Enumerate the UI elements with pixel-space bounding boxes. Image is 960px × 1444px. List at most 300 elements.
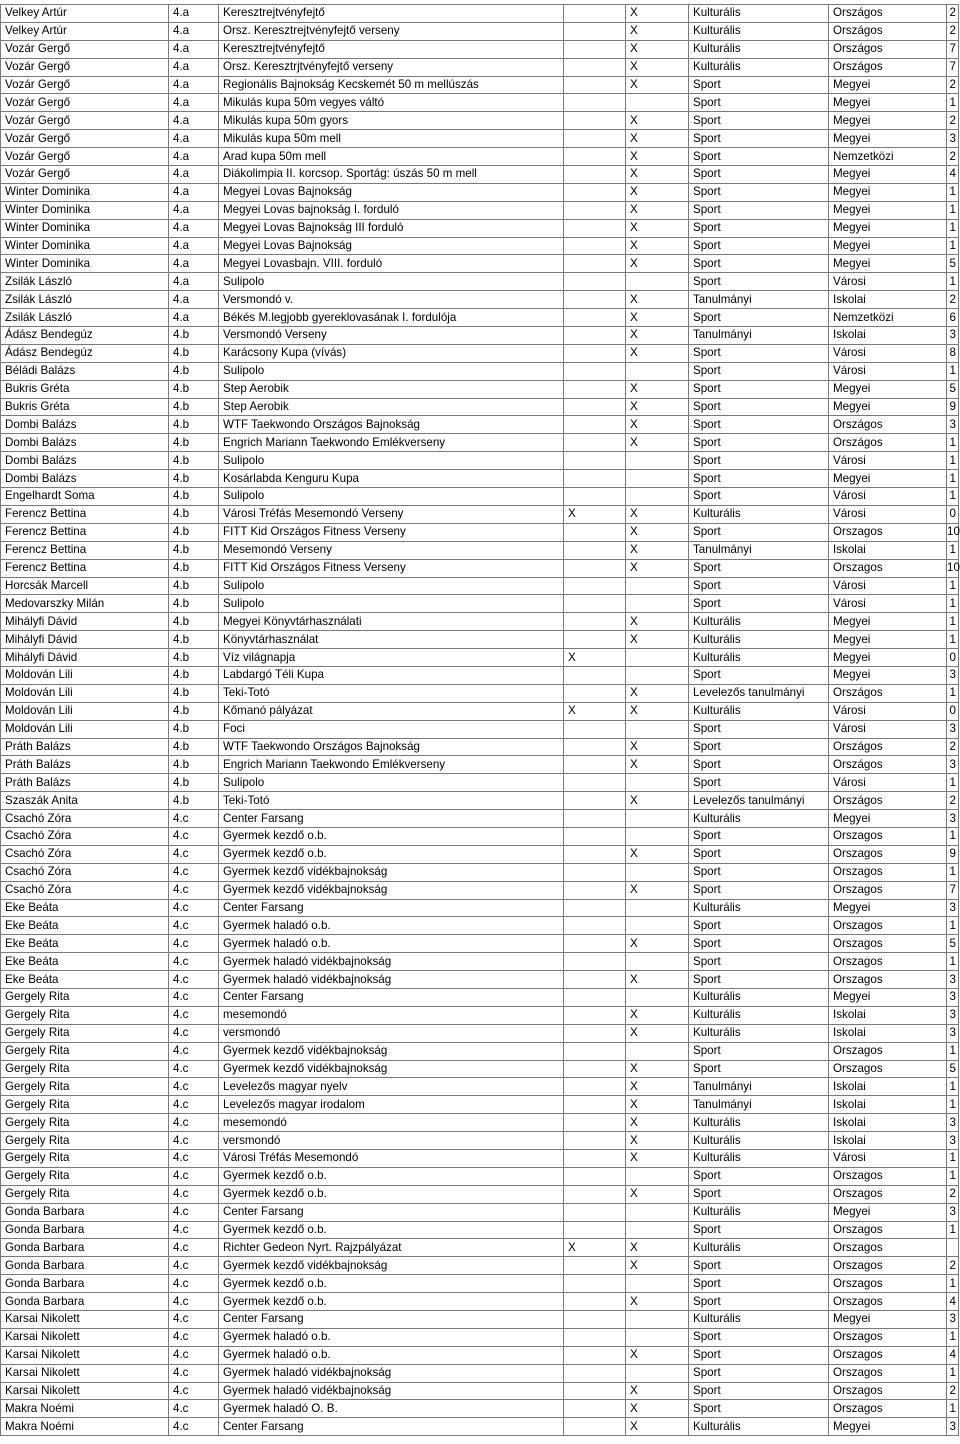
level-cell[interactable]: Megyei <box>829 810 947 828</box>
flag-a-cell[interactable] <box>564 971 626 989</box>
level-cell[interactable]: Orszagos <box>829 559 947 577</box>
student-name-cell[interactable]: Makra Noémi <box>1 1418 169 1436</box>
competition-cell[interactable]: mesemondó <box>219 1006 564 1024</box>
flag-b-cell[interactable]: X <box>626 1185 689 1203</box>
category-cell[interactable]: Sport <box>689 1364 829 1382</box>
student-name-cell[interactable]: Gonda Barbara <box>1 1203 169 1221</box>
flag-b-cell[interactable]: X <box>626 756 689 774</box>
student-name-cell[interactable]: Gergely Rita <box>1 1078 169 1096</box>
flag-b-cell[interactable] <box>626 863 689 881</box>
competition-cell[interactable]: Mesemondó Verseny <box>219 541 564 559</box>
student-name-cell[interactable]: Winter Dominika <box>1 237 169 255</box>
level-cell[interactable]: Orszagos <box>829 1364 947 1382</box>
level-cell[interactable]: Iskolai <box>829 1096 947 1114</box>
flag-a-cell[interactable] <box>564 255 626 273</box>
class-cell[interactable]: 4.c <box>169 1060 219 1078</box>
competition-cell[interactable]: Sulipolo <box>219 577 564 595</box>
category-cell[interactable]: Sport <box>689 1293 829 1311</box>
student-name-cell[interactable]: Velkey Artúr <box>1 22 169 40</box>
result-cell[interactable]: 1 <box>947 577 959 595</box>
flag-a-cell[interactable] <box>564 738 626 756</box>
class-cell[interactable]: 4.a <box>169 219 219 237</box>
result-cell[interactable]: 2 <box>947 148 959 166</box>
flag-a-cell[interactable] <box>564 631 626 649</box>
result-cell[interactable]: 1 <box>947 434 959 452</box>
category-cell[interactable]: Kulturális <box>689 1203 829 1221</box>
flag-a-cell[interactable] <box>564 273 626 291</box>
category-cell[interactable]: Sport <box>689 1400 829 1418</box>
flag-b-cell[interactable]: X <box>626 541 689 559</box>
flag-b-cell[interactable]: X <box>626 1257 689 1275</box>
category-cell[interactable]: Sport <box>689 255 829 273</box>
level-cell[interactable]: Országos <box>829 792 947 810</box>
category-cell[interactable]: Kulturális <box>689 1006 829 1024</box>
result-cell[interactable]: 3 <box>947 756 959 774</box>
student-name-cell[interactable]: Ádász Bendegúz <box>1 344 169 362</box>
category-cell[interactable]: Sport <box>689 1328 829 1346</box>
flag-b-cell[interactable] <box>626 666 689 684</box>
category-cell[interactable]: Kulturális <box>689 1132 829 1150</box>
flag-a-cell[interactable] <box>564 1096 626 1114</box>
student-name-cell[interactable]: Vozár Gergő <box>1 58 169 76</box>
class-cell[interactable]: 4.c <box>169 899 219 917</box>
level-cell[interactable]: Országos <box>829 22 947 40</box>
competition-cell[interactable]: Megyei Lovas Bajnokság III forduló <box>219 219 564 237</box>
flag-b-cell[interactable]: X <box>626 1400 689 1418</box>
flag-a-cell[interactable] <box>564 5 626 23</box>
category-cell[interactable]: Sport <box>689 166 829 184</box>
level-cell[interactable]: Orszagos <box>829 935 947 953</box>
level-cell[interactable]: Iskolai <box>829 541 947 559</box>
flag-b-cell[interactable]: X <box>626 1078 689 1096</box>
competition-cell[interactable]: Versmondó Verseny <box>219 327 564 345</box>
student-name-cell[interactable]: Zsilák László <box>1 273 169 291</box>
flag-b-cell[interactable] <box>626 917 689 935</box>
result-cell[interactable]: 3 <box>947 810 959 828</box>
student-name-cell[interactable]: Béládi Balázs <box>1 362 169 380</box>
category-cell[interactable]: Sport <box>689 827 829 845</box>
result-cell[interactable]: 1 <box>947 219 959 237</box>
student-name-cell[interactable]: Vozár Gergő <box>1 40 169 58</box>
competition-cell[interactable]: Megyei Lovas Bajnokság <box>219 237 564 255</box>
flag-a-cell[interactable]: X <box>564 702 626 720</box>
flag-a-cell[interactable] <box>564 1364 626 1382</box>
result-cell[interactable]: 5 <box>947 380 959 398</box>
class-cell[interactable]: 4.c <box>169 1167 219 1185</box>
competition-cell[interactable]: FITT Kid Országos Fitness Verseny <box>219 559 564 577</box>
class-cell[interactable]: 4.a <box>169 237 219 255</box>
category-cell[interactable]: Sport <box>689 344 829 362</box>
flag-b-cell[interactable]: X <box>626 40 689 58</box>
flag-b-cell[interactable]: X <box>626 1293 689 1311</box>
class-cell[interactable]: 4.a <box>169 76 219 94</box>
result-cell[interactable]: 3 <box>947 1311 959 1329</box>
competition-cell[interactable]: mesemondó <box>219 1114 564 1132</box>
result-cell[interactable]: 6 <box>947 309 959 327</box>
flag-a-cell[interactable] <box>564 827 626 845</box>
competition-cell[interactable]: Gyermek kezdő o.b. <box>219 1275 564 1293</box>
competition-cell[interactable]: versmondó <box>219 1132 564 1150</box>
category-cell[interactable]: Sport <box>689 756 829 774</box>
result-cell[interactable]: 2 <box>947 792 959 810</box>
category-cell[interactable]: Sport <box>689 219 829 237</box>
level-cell[interactable]: Megyei <box>829 255 947 273</box>
flag-a-cell[interactable] <box>564 1042 626 1060</box>
flag-a-cell[interactable] <box>564 1328 626 1346</box>
student-name-cell[interactable]: Csachó Zóra <box>1 845 169 863</box>
competition-cell[interactable]: Gyermek haladó vidékbajnokság <box>219 953 564 971</box>
competition-cell[interactable]: Karácsony Kupa (vívás) <box>219 344 564 362</box>
flag-b-cell[interactable] <box>626 953 689 971</box>
result-cell[interactable]: 1 <box>947 1150 959 1168</box>
competition-cell[interactable]: Gyermek kezdő vidékbajnokság <box>219 863 564 881</box>
level-cell[interactable]: Nemzetközi <box>829 148 947 166</box>
flag-b-cell[interactable]: X <box>626 291 689 309</box>
level-cell[interactable]: Orszagos <box>829 1042 947 1060</box>
level-cell[interactable]: Orszagos <box>829 1400 947 1418</box>
level-cell[interactable]: Nemzetközi <box>829 309 947 327</box>
class-cell[interactable]: 4.c <box>169 1042 219 1060</box>
flag-b-cell[interactable] <box>626 470 689 488</box>
flag-b-cell[interactable]: X <box>626 237 689 255</box>
flag-a-cell[interactable] <box>564 40 626 58</box>
level-cell[interactable]: Városi <box>829 452 947 470</box>
competition-cell[interactable]: Diákolimpia II. korcsop. Sportág: úszás 50 m mell <box>219 166 564 184</box>
flag-a-cell[interactable] <box>564 541 626 559</box>
category-cell[interactable]: Tanulmányi <box>689 327 829 345</box>
result-cell[interactable]: 3 <box>947 327 959 345</box>
class-cell[interactable]: 4.c <box>169 1400 219 1418</box>
category-cell[interactable]: Sport <box>689 309 829 327</box>
student-name-cell[interactable]: Csachó Zóra <box>1 881 169 899</box>
category-cell[interactable]: Kulturális <box>689 810 829 828</box>
competition-cell[interactable]: Sulipolo <box>219 273 564 291</box>
level-cell[interactable]: Városi <box>829 505 947 523</box>
category-cell[interactable]: Sport <box>689 148 829 166</box>
result-cell[interactable]: 1 <box>947 541 959 559</box>
class-cell[interactable]: 4.c <box>169 1382 219 1400</box>
flag-a-cell[interactable] <box>564 380 626 398</box>
level-cell[interactable]: Orszagos <box>829 1346 947 1364</box>
student-name-cell[interactable]: Mihályfi Dávid <box>1 613 169 631</box>
competition-cell[interactable]: Step Aerobik <box>219 398 564 416</box>
flag-b-cell[interactable] <box>626 488 689 506</box>
flag-a-cell[interactable] <box>564 1132 626 1150</box>
student-name-cell[interactable]: Práth Balázs <box>1 738 169 756</box>
student-name-cell[interactable]: Moldován Lili <box>1 666 169 684</box>
category-cell[interactable]: Sport <box>689 273 829 291</box>
class-cell[interactable]: 4.b <box>169 738 219 756</box>
class-cell[interactable]: 4.c <box>169 988 219 1006</box>
result-cell[interactable]: 7 <box>947 881 959 899</box>
class-cell[interactable]: 4.b <box>169 720 219 738</box>
competition-cell[interactable]: Engrich Mariann Taekwondo Emlékverseny <box>219 756 564 774</box>
student-name-cell[interactable]: Gonda Barbara <box>1 1221 169 1239</box>
level-cell[interactable]: Országos <box>829 58 947 76</box>
class-cell[interactable]: 4.c <box>169 1006 219 1024</box>
level-cell[interactable]: Megyei <box>829 76 947 94</box>
level-cell[interactable]: Orszagos <box>829 1275 947 1293</box>
flag-a-cell[interactable] <box>564 1060 626 1078</box>
student-name-cell[interactable]: Makra Noémi <box>1 1400 169 1418</box>
category-cell[interactable]: Sport <box>689 362 829 380</box>
competition-cell[interactable]: Keresztrejtvényfejtő <box>219 40 564 58</box>
category-cell[interactable]: Kulturális <box>689 505 829 523</box>
student-name-cell[interactable]: Dombi Balázs <box>1 416 169 434</box>
competition-cell[interactable]: Gyermek kezdő vidékbajnokság <box>219 1042 564 1060</box>
competition-cell[interactable]: Levelezős magyar irodalom <box>219 1096 564 1114</box>
student-name-cell[interactable]: Práth Balázs <box>1 756 169 774</box>
student-name-cell[interactable]: Csachó Zóra <box>1 863 169 881</box>
student-name-cell[interactable]: Eke Beáta <box>1 971 169 989</box>
flag-b-cell[interactable] <box>626 94 689 112</box>
flag-b-cell[interactable]: X <box>626 1096 689 1114</box>
student-name-cell[interactable]: Zsilák László <box>1 291 169 309</box>
class-cell[interactable]: 4.c <box>169 971 219 989</box>
student-name-cell[interactable]: Gonda Barbara <box>1 1293 169 1311</box>
competition-cell[interactable]: Versmondó v. <box>219 291 564 309</box>
flag-a-cell[interactable] <box>564 1150 626 1168</box>
result-cell[interactable]: 2 <box>947 1382 959 1400</box>
category-cell[interactable]: Sport <box>689 863 829 881</box>
student-name-cell[interactable]: Mihályfi Dávid <box>1 649 169 667</box>
student-name-cell[interactable]: Práth Balázs <box>1 774 169 792</box>
competition-cell[interactable]: Gyermek kezdő o.b. <box>219 1293 564 1311</box>
result-cell[interactable]: 2 <box>947 112 959 130</box>
category-cell[interactable]: Sport <box>689 112 829 130</box>
result-cell[interactable]: 0 <box>947 702 959 720</box>
class-cell[interactable]: 4.b <box>169 649 219 667</box>
category-cell[interactable]: Sport <box>689 398 829 416</box>
result-cell[interactable]: 1 <box>947 595 959 613</box>
result-cell[interactable]: 8 <box>947 344 959 362</box>
class-cell[interactable]: 4.c <box>169 827 219 845</box>
level-cell[interactable]: Országos <box>829 434 947 452</box>
flag-a-cell[interactable] <box>564 112 626 130</box>
category-cell[interactable]: Sport <box>689 738 829 756</box>
class-cell[interactable]: 4.b <box>169 684 219 702</box>
class-cell[interactable]: 4.c <box>169 1364 219 1382</box>
student-name-cell[interactable]: Csachó Zóra <box>1 827 169 845</box>
flag-b-cell[interactable]: X <box>626 792 689 810</box>
result-cell[interactable]: 1 <box>947 827 959 845</box>
class-cell[interactable]: 4.c <box>169 1257 219 1275</box>
competition-cell[interactable]: Sulipolo <box>219 452 564 470</box>
competition-cell[interactable]: Gyermek kezdő o.b. <box>219 1221 564 1239</box>
class-cell[interactable]: 4.a <box>169 183 219 201</box>
flag-b-cell[interactable]: X <box>626 523 689 541</box>
flag-a-cell[interactable] <box>564 863 626 881</box>
class-cell[interactable]: 4.c <box>169 1346 219 1364</box>
student-name-cell[interactable]: Ferencz Bettina <box>1 541 169 559</box>
flag-b-cell[interactable] <box>626 362 689 380</box>
level-cell[interactable]: Megyei <box>829 183 947 201</box>
result-cell[interactable]: 1 <box>947 917 959 935</box>
flag-b-cell[interactable]: X <box>626 327 689 345</box>
student-name-cell[interactable]: Karsai Nikolett <box>1 1311 169 1329</box>
flag-a-cell[interactable] <box>564 1382 626 1400</box>
competition-cell[interactable]: Center Farsang <box>219 810 564 828</box>
flag-b-cell[interactable] <box>626 720 689 738</box>
level-cell[interactable]: Orszagos <box>829 953 947 971</box>
flag-a-cell[interactable] <box>564 1257 626 1275</box>
category-cell[interactable]: Tanulmányi <box>689 291 829 309</box>
flag-a-cell[interactable] <box>564 452 626 470</box>
flag-b-cell[interactable]: X <box>626 201 689 219</box>
flag-a-cell[interactable] <box>564 1400 626 1418</box>
category-cell[interactable]: Sport <box>689 1185 829 1203</box>
flag-b-cell[interactable]: X <box>626 845 689 863</box>
student-name-cell[interactable]: Csachó Zóra <box>1 810 169 828</box>
class-cell[interactable]: 4.b <box>169 327 219 345</box>
category-cell[interactable]: Sport <box>689 1257 829 1275</box>
category-cell[interactable]: Sport <box>689 452 829 470</box>
student-name-cell[interactable]: Mihályfi Dávid <box>1 631 169 649</box>
class-cell[interactable]: 4.a <box>169 94 219 112</box>
class-cell[interactable]: 4.c <box>169 1150 219 1168</box>
level-cell[interactable]: Orszagos <box>829 1185 947 1203</box>
class-cell[interactable]: 4.b <box>169 756 219 774</box>
class-cell[interactable]: 4.c <box>169 1078 219 1096</box>
level-cell[interactable]: Megyei <box>829 219 947 237</box>
flag-b-cell[interactable] <box>626 899 689 917</box>
student-name-cell[interactable]: Karsai Nikolett <box>1 1328 169 1346</box>
competition-cell[interactable]: Orsz. Keresztrejtvényfejtő verseny <box>219 22 564 40</box>
category-cell[interactable]: Sport <box>689 183 829 201</box>
level-cell[interactable]: Orszagos <box>829 1239 947 1257</box>
flag-b-cell[interactable]: X <box>626 130 689 148</box>
result-cell[interactable]: 1 <box>947 470 959 488</box>
competition-cell[interactable]: Center Farsang <box>219 1311 564 1329</box>
class-cell[interactable]: 4.b <box>169 774 219 792</box>
result-cell[interactable]: 1 <box>947 863 959 881</box>
category-cell[interactable]: Sport <box>689 130 829 148</box>
competition-cell[interactable]: Labdargó Téli Kupa <box>219 666 564 684</box>
result-cell[interactable]: 1 <box>947 183 959 201</box>
competition-cell[interactable]: Center Farsang <box>219 1418 564 1436</box>
category-cell[interactable]: Kulturális <box>689 631 829 649</box>
category-cell[interactable]: Sport <box>689 237 829 255</box>
flag-a-cell[interactable] <box>564 1024 626 1042</box>
result-cell[interactable]: 1 <box>947 237 959 255</box>
class-cell[interactable]: 4.a <box>169 22 219 40</box>
flag-b-cell[interactable]: X <box>626 219 689 237</box>
level-cell[interactable]: Iskolai <box>829 1024 947 1042</box>
competition-cell[interactable]: Városi Tréfás Mesemondó Verseny <box>219 505 564 523</box>
result-cell[interactable]: 2 <box>947 738 959 756</box>
level-cell[interactable]: Orszagos <box>829 917 947 935</box>
result-cell[interactable]: 2 <box>947 1185 959 1203</box>
level-cell[interactable]: Iskolai <box>829 1006 947 1024</box>
flag-b-cell[interactable]: X <box>626 1006 689 1024</box>
result-cell[interactable] <box>947 1239 959 1257</box>
student-name-cell[interactable]: Ádász Bendegúz <box>1 327 169 345</box>
flag-a-cell[interactable] <box>564 1006 626 1024</box>
student-name-cell[interactable]: Gergely Rita <box>1 1006 169 1024</box>
result-cell[interactable]: 1 <box>947 613 959 631</box>
competition-cell[interactable]: Gyermek haladó o.b. <box>219 917 564 935</box>
result-cell[interactable]: 3 <box>947 1132 959 1150</box>
category-cell[interactable]: Kulturális <box>689 1239 829 1257</box>
competition-cell[interactable]: Gyermek kezdő vidékbajnokság <box>219 881 564 899</box>
level-cell[interactable]: Iskolai <box>829 327 947 345</box>
level-cell[interactable]: Országos <box>829 40 947 58</box>
flag-a-cell[interactable] <box>564 1114 626 1132</box>
result-cell[interactable]: 3 <box>947 666 959 684</box>
competition-cell[interactable]: Keresztrejtvényfejtő <box>219 5 564 23</box>
level-cell[interactable]: Városi <box>829 362 947 380</box>
flag-b-cell[interactable]: X <box>626 22 689 40</box>
competition-cell[interactable]: Békés M.legjobb gyereklovasának I. fordulója <box>219 309 564 327</box>
level-cell[interactable]: Országos <box>829 738 947 756</box>
level-cell[interactable]: Megyei <box>829 1418 947 1436</box>
level-cell[interactable]: Orszagos <box>829 1257 947 1275</box>
student-name-cell[interactable]: Moldován Lili <box>1 684 169 702</box>
level-cell[interactable]: Orszagos <box>829 845 947 863</box>
class-cell[interactable]: 4.b <box>169 702 219 720</box>
flag-a-cell[interactable] <box>564 201 626 219</box>
competition-cell[interactable]: Teki-Totó <box>219 684 564 702</box>
result-cell[interactable]: 1 <box>947 1096 959 1114</box>
student-name-cell[interactable]: Gergely Rita <box>1 1132 169 1150</box>
competition-cell[interactable]: Mikulás kupa 50m gyors <box>219 112 564 130</box>
student-name-cell[interactable]: Vozár Gergő <box>1 166 169 184</box>
class-cell[interactable]: 4.c <box>169 1024 219 1042</box>
flag-a-cell[interactable] <box>564 183 626 201</box>
competition-cell[interactable]: Gyermek haladó o.b. <box>219 1346 564 1364</box>
flag-a-cell[interactable] <box>564 953 626 971</box>
student-name-cell[interactable]: Moldován Lili <box>1 702 169 720</box>
competition-cell[interactable]: Könyvtárhasználat <box>219 631 564 649</box>
competition-cell[interactable]: Sulipolo <box>219 774 564 792</box>
competition-cell[interactable]: Sulipolo <box>219 595 564 613</box>
class-cell[interactable]: 4.b <box>169 792 219 810</box>
level-cell[interactable]: Megyei <box>829 649 947 667</box>
category-cell[interactable]: Kulturális <box>689 1150 829 1168</box>
competition-cell[interactable]: Foci <box>219 720 564 738</box>
result-cell[interactable]: 2 <box>947 1257 959 1275</box>
student-name-cell[interactable]: Karsai Nikolett <box>1 1364 169 1382</box>
class-cell[interactable]: 4.b <box>169 434 219 452</box>
flag-a-cell[interactable] <box>564 774 626 792</box>
result-cell[interactable]: 0 <box>947 649 959 667</box>
competition-cell[interactable]: Center Farsang <box>219 988 564 1006</box>
class-cell[interactable]: 4.b <box>169 595 219 613</box>
class-cell[interactable]: 4.c <box>169 1132 219 1150</box>
result-cell[interactable]: 3 <box>947 1024 959 1042</box>
class-cell[interactable]: 4.b <box>169 380 219 398</box>
class-cell[interactable]: 4.b <box>169 452 219 470</box>
student-name-cell[interactable]: Zsilák László <box>1 309 169 327</box>
flag-a-cell[interactable]: X <box>564 505 626 523</box>
student-name-cell[interactable]: Moldován Lili <box>1 720 169 738</box>
competition-cell[interactable]: Gyermek haladó o.b. <box>219 935 564 953</box>
level-cell[interactable]: Iskolai <box>829 1132 947 1150</box>
competition-cell[interactable]: Megyei Könyvtárhasználati <box>219 613 564 631</box>
category-cell[interactable]: Sport <box>689 774 829 792</box>
level-cell[interactable]: Megyei <box>829 666 947 684</box>
result-cell[interactable]: 1 <box>947 684 959 702</box>
result-cell[interactable]: 3 <box>947 1114 959 1132</box>
competition-cell[interactable]: Városi Tréfás Mesemondó <box>219 1150 564 1168</box>
category-cell[interactable]: Sport <box>689 201 829 219</box>
class-cell[interactable]: 4.a <box>169 5 219 23</box>
flag-b-cell[interactable] <box>626 595 689 613</box>
flag-a-cell[interactable] <box>564 309 626 327</box>
flag-b-cell[interactable]: X <box>626 148 689 166</box>
flag-a-cell[interactable] <box>564 94 626 112</box>
class-cell[interactable]: 4.a <box>169 112 219 130</box>
